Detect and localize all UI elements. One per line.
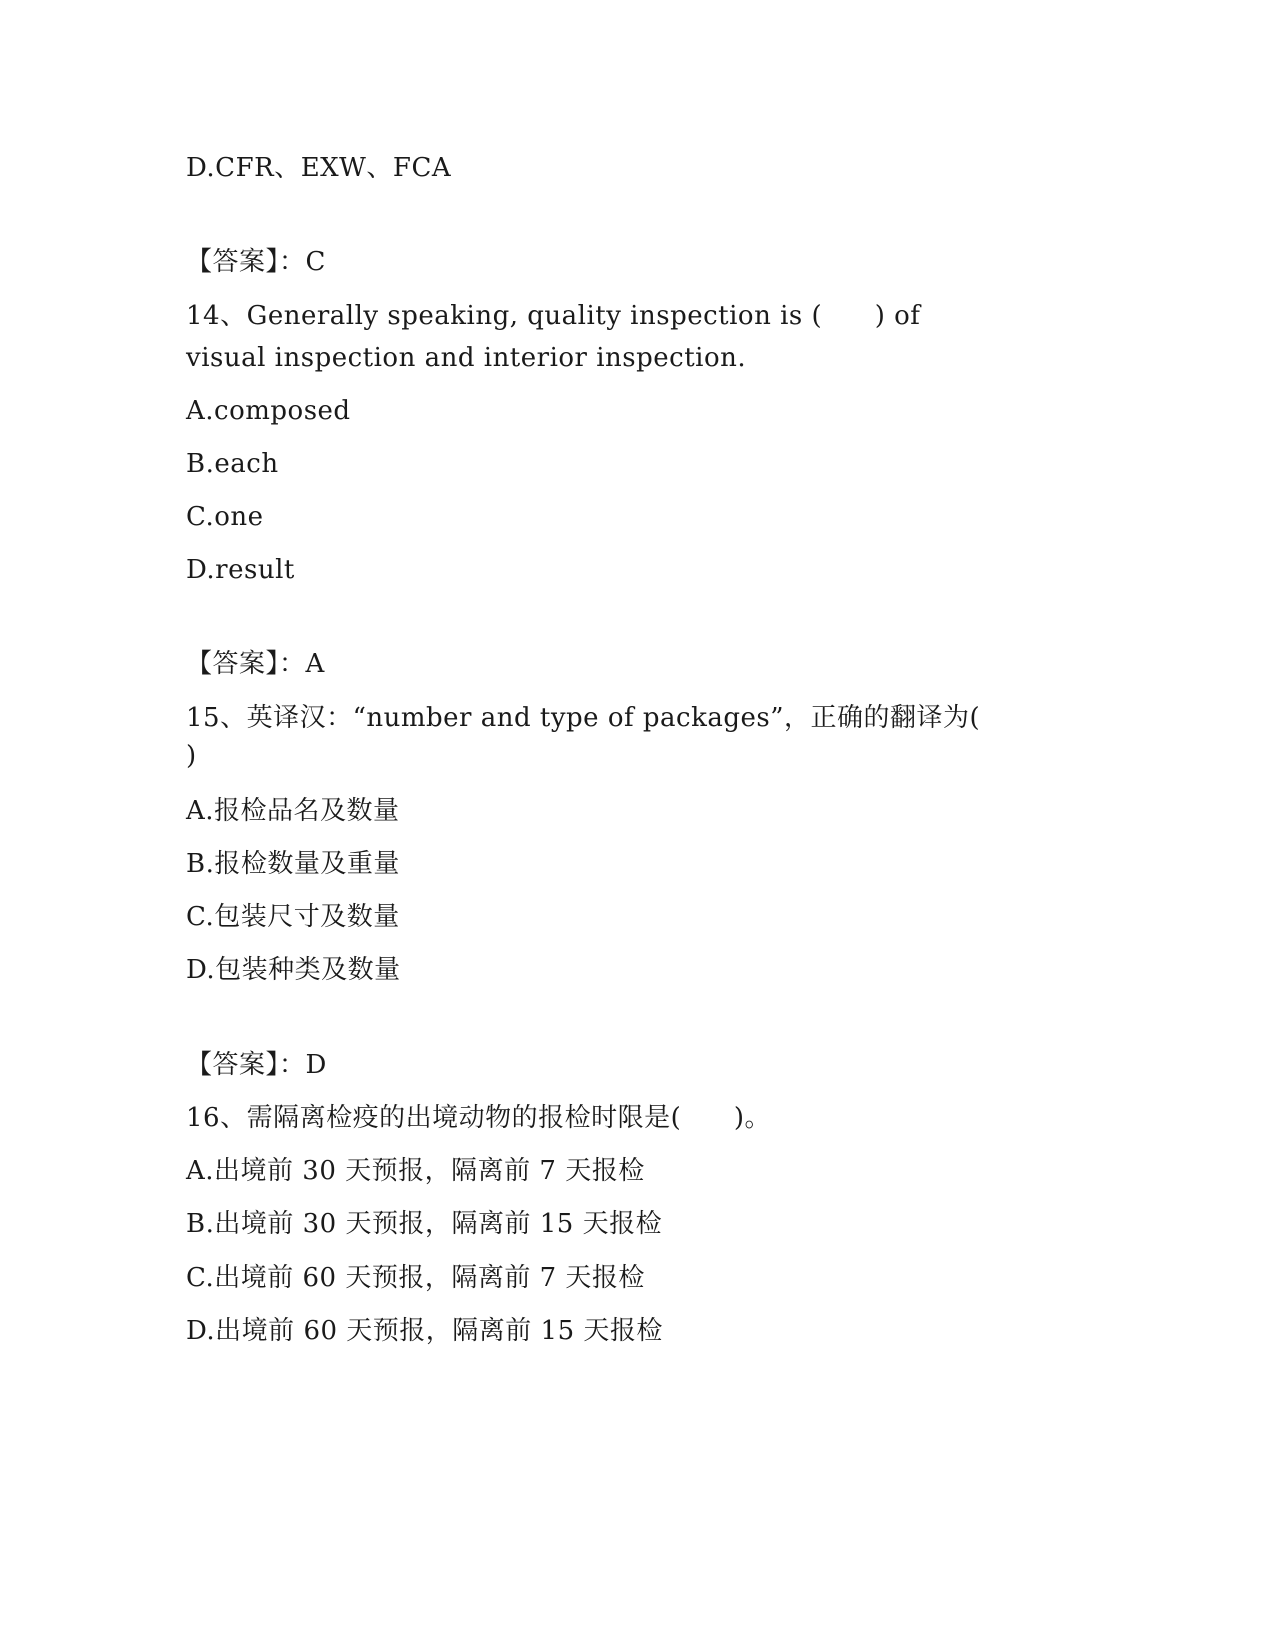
q16-stem: 16、需隔离检疫的出境动物的报检时限是( )。	[186, 1103, 771, 1133]
q15-option-c: C.包装尺寸及数量	[186, 902, 400, 932]
q14-option-d: D.result	[186, 555, 295, 585]
q15-option-b: B.报检数量及重量	[186, 849, 400, 879]
q13-answer: 【答案】：C	[186, 247, 326, 277]
q15-option-d: D.包装种类及数量	[186, 955, 401, 985]
q14-answer: 【答案】：A	[186, 649, 325, 679]
q14-option-b: B.each	[186, 449, 279, 479]
q15-answer: 【答案】：D	[186, 1050, 327, 1080]
q16-option-a: A.出境前 30 天预报，隔离前 7 天报检	[186, 1156, 645, 1186]
q14-option-c: C.one	[186, 502, 264, 532]
q16-option-c: C.出境前 60 天预报，隔离前 7 天报检	[186, 1263, 645, 1293]
q15-option-a: A.报检品名及数量	[186, 796, 400, 826]
q14-option-a: A.composed	[186, 396, 351, 426]
q15-stem-line2: )	[186, 741, 197, 771]
q16-option-b: B.出境前 30 天预报，隔离前 15 天报检	[186, 1209, 663, 1239]
q14-stem-line2: visual inspection and interior inspection.	[186, 343, 747, 373]
q16-option-d: D.出境前 60 天预报，隔离前 15 天报检	[186, 1316, 663, 1346]
q13-option-d: D.CFR、EXW、FCA	[186, 153, 452, 183]
q14-stem-line1: 14、Generally speaking, quality inspection is ( ) of	[186, 301, 921, 331]
q15-stem-line1: 15、英译汉：“number and type of packages”，正确的翻译为(	[186, 703, 981, 733]
